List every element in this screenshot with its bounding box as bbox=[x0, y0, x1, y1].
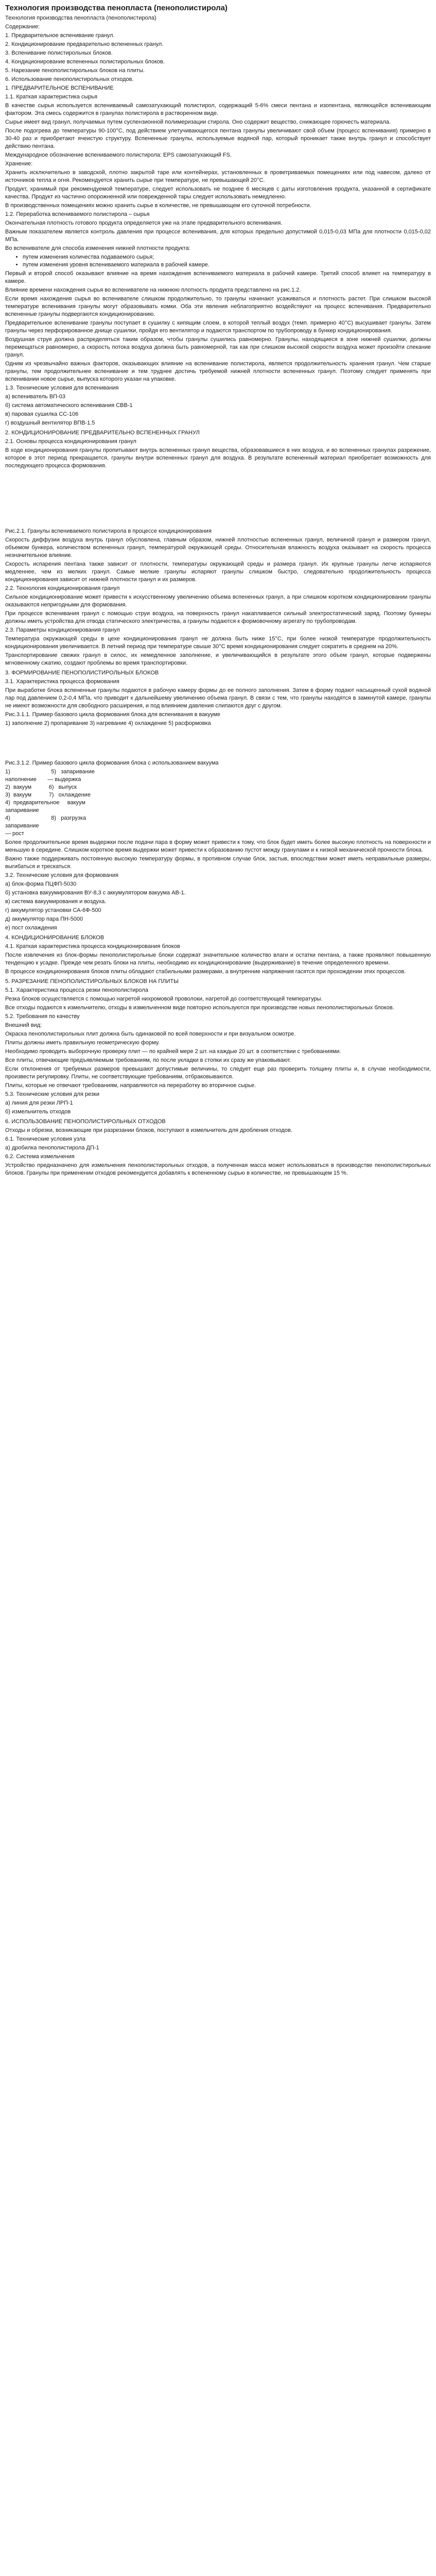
paragraph: г) аккумулятор установки СА-6Ф-500 bbox=[5, 907, 101, 913]
paragraph: Если время нахождения сырья во вспенивателе слишком продолжительно, то гранулы начинают усаживаться и плотность растет. При слишком высокой температуре вспенивания гранулы могут образовывать комки. Оба эти явления неблагоприятно воздействуют на процесс вспенивания. Предварительно вспененные гранулы подвергаются кондиционированию. bbox=[5, 296, 431, 317]
paragraph: Окончательная плотность готового продукта определяется уже на этапе предварительного вспенивания. bbox=[5, 220, 283, 226]
section-heading: 1.2. Переработка вспениваемого полистирола – сырья bbox=[5, 211, 150, 217]
cycle-scheme: 1) 5) запаривание наполнение — выдержка 2) вакуум 6) выпуск 3) вакуум 7) охлаждение 4) предварительное вакуум запаривание 4) 8) разгрузка запаривание — рост bbox=[5, 769, 95, 837]
list-item: • путем изменения количества подаваемого сырья; bbox=[23, 253, 431, 261]
section-heading: 5. РАЗРЕЗАНИЕ ПЕНОПОЛИСТИРОЛЬНЫХ БЛОКОВ НА ПЛИТЫ bbox=[5, 978, 179, 985]
paragraph: Международное обозначение вспениваемого полистирола: EPS самозатухающий FS. bbox=[5, 152, 232, 158]
paragraph: 1) заполнение 2) пропаривание 3) нагревание 4) охлаждение 5) расформовка bbox=[5, 720, 211, 726]
paragraph: а) блок-форма ПЦФП-5030 bbox=[5, 881, 77, 887]
paragraph: 5. Нарезание пенополистирольных блоков на плиты. bbox=[5, 67, 145, 74]
paragraph: Важным показателем является контроль давления при процессе вспенивания, для которых предельно допустимой 0,015-0,03 МПа для плотности 0,015-0,02 МПа. bbox=[5, 229, 431, 243]
paragraph: Скорость диффузии воздуха внутрь гранул обусловлена, главным образом, нижней плотностью вспененных гранул, величиной гранул и размером гранул, объемом бункера, количеством вспененных гранул, температурой окружающей среды. Относительная влажность воздуха оказывает на скорость процесса незначительное влияние. bbox=[5, 537, 431, 558]
section-heading: 3.2. Технические условия для формования bbox=[5, 872, 118, 878]
document-body bbox=[5, 14, 431, 1177]
paragraph: б) установка вакуумирования ВУ-8,3 с аккумулятором вакуума АВ-1. bbox=[5, 890, 186, 896]
paragraph: Отходы и обрезки, возникающие при разрезании блоков, поступают в измельчитель для дробления отходов. bbox=[5, 1127, 292, 1133]
section-heading: 5.1. Характеристика процесса резки пенополистирола bbox=[5, 987, 148, 993]
paragraph: После извлечения из блок-формы пенополистирольные блоки содержат значительное количество влаги и остатки пентана, а также проявляют повышенную тенденцию к усадке. Прежде чем резать блоки на плиты, необходимо их кондиционирование (выдерживание) в течение определенного времени. bbox=[5, 952, 431, 966]
paragraph: д) аккумулятор пара ПН-5000 bbox=[5, 916, 83, 922]
paragraph: Более продолжительное время выдержки после подачи пара в форму может привести к тому, что блок будет иметь более высокую плотность на поверхности и меньшую в середине. Слишком короткое время выдержки может привести к образованию пустот между гранулами и к низкой механической прочности блока. bbox=[5, 839, 431, 853]
paragraph: г) воздушный вентилятор ВПВ-1.5 bbox=[5, 420, 95, 426]
paragraph: При выработке блока вспененные гранулы подаются в рабочую камеру формы до ее полного заполнения. Затем в форму подают насыщенный сухой водяной пар под давлением 0,2-0,4 МПа, что приводит к дальнейшему увеличению объема гранул. В связи с тем, что гранулы находятся в замкнутой камере, гранулы не имеют возможности для свободного расширения, и под влиянием давления слипаются друг с другом. bbox=[5, 687, 431, 709]
section-heading: 4.1. Краткая характеристика процесса кондиционирования блоков bbox=[5, 943, 180, 950]
paragraph: Одним из чрезвычайно важных факторов, оказывающих влияние на вспенивание полистирола, является продолжительность хранения гранул. Чем старше гранулы, тем продолжительнее вспенивание и тем труднее достичь требуемой нижней плотности вспененных гранул. Поэтому следует применять при вспенивании новое сырье, выпуска которого указан на упаковке. bbox=[5, 361, 431, 382]
paragraph: а) вспениватель ВП-03 bbox=[5, 394, 65, 400]
paragraph: Все отходы подаются к измельчителю, отходы в измельченном виде повторно используются при производстве новых пенополистирольных блоков. bbox=[5, 1005, 394, 1011]
paragraph: Рис.2.1. Гранулы вспениваемого полистирола в процессе кондиционирования bbox=[5, 528, 212, 534]
paragraph: Первый и второй способ оказывают влияние на время нахождения вспениваемого материала в рабочей камере. Третий способ влияет на температуру в камере. bbox=[5, 270, 431, 284]
paragraph: Продукт, хранимый при рекомендуемой температуре, следует использовать не позднее 6 месяцев с даты изготовления продукта, указанной в сертификате качества. Продукт из частично опорожненной или поврежденной тары следует использовать немедленно. bbox=[5, 186, 431, 200]
paragraph: Воздушная струя должна распределяться таким образом, чтобы гранулы сушились равномерно. Гранулы, находящиеся в зоне нижней сушилки, должны перемещаться равномерно, а скорость потока воздуха должна быть равномерной, так как при слишком высокой скорости воздуха может произойти спекание гранул. bbox=[5, 336, 431, 358]
paragraph: Устройство предназначено для измельчения пенополистирольных отходов, а полученная масса может использоваться в производстве пенополистирольных блоков. Гранулы при применении отходов рекомендуется добавлять к вспененному сырью в количестве, не превышающем 15 %. bbox=[5, 1162, 431, 1176]
section-heading: 1. ПРЕДВАРИТЕЛЬНОЕ ВСПЕНИВАНИЕ bbox=[5, 85, 114, 91]
paragraph: 6. Использование пенополистирольных отходов. bbox=[5, 76, 134, 82]
list-item: • путем изменения уровня вспениваемого материала в рабочей камере. bbox=[23, 261, 431, 269]
paragraph: При процессе вспенивания гранул с помощью струи воздуха, на поверхность гранул накапливается сильный электростатический заряд. Поэтому бункеры должны иметь устройства для отвода статического электричества, а гранулы подаются к формовочному агрегату по трубопроводам. bbox=[5, 611, 431, 624]
paragraph: Все плиты, отвечающие предъявляемым требованиям, по после укладки в стопки их сразу же упаковывают. bbox=[5, 1057, 291, 1063]
figure-placeholder bbox=[5, 728, 431, 759]
section-heading: 6.2. Система измельчения bbox=[5, 1154, 75, 1160]
paragraph: Влияние времени нахождения сырья во вспенивателе на нижнюю плотность продукта представлено на рис.1.2. bbox=[5, 287, 301, 293]
paragraph: Внешний вид: bbox=[5, 1022, 42, 1028]
bullet-list bbox=[5, 253, 431, 269]
paragraph: Если отклонения от требуемых размеров превышают допустимые величины, то следует еще раз проверить толщину плиты и, в случае необходимости, произвести регулировку. Плиты, не соответствующие требованиям, отбраковываются. bbox=[5, 1066, 431, 1080]
section-heading: 6. ИСПОЛЬЗОВАНИЕ ПЕНОПОЛИСТИРОЛЬНЫХ ОТХОДОВ bbox=[5, 1118, 166, 1125]
section-heading: 3. ФОРМИРОВАНИЕ ПЕНОПОЛИСТИРОЛЬНЫХ БЛОКОВ bbox=[5, 670, 159, 676]
section-heading: 1.1. Краткая характеристика сырья bbox=[5, 94, 98, 100]
paragraph: Транспортирование свежих гранул в силос, их немедленное заполнение, и увеличивающийся в результате этого объем гранул, которые подвержены мгновенному сжатию, создают проблемы во время транспортировки. bbox=[5, 652, 431, 666]
paragraph: Температура окружающей среды в цехе кондиционирования гранул не должна быть ниже 15°С, при более низкой температуре продолжительность кондиционирования увеличивается. В летний период при температуре свыше 30°С время кондиционирования следует сократить в среднем на 20%. bbox=[5, 636, 431, 650]
paragraph: б) система автоматического вспенивания СВВ-1 bbox=[5, 402, 133, 409]
paragraph: Скорость испарения пентана также зависит от плотности, температуры окружающей среды и размера гранул. Их крупные гранулы легче испаряются медленнее, чем из мелких гранул. Самые мелкие гранулы испаряют гранулы слишком быстро, следовательно продолжительность процесса кондиционирования зависит от нижней плотности гранул и их размеров. bbox=[5, 561, 431, 583]
paragraph: Необходимо проводить выборочную проверку плит — по крайней мере 2 шт. на каждые 20 шт. в соответствии с требованиями. bbox=[5, 1048, 341, 1055]
section-heading: 2.3. Параметры кондиционирования гранул bbox=[5, 627, 120, 633]
paragraph: Содержание: bbox=[5, 24, 40, 30]
paragraph: в) система вакуумирования и воздуха. bbox=[5, 899, 107, 905]
figure-placeholder bbox=[5, 471, 431, 528]
paragraph: Плиты должны иметь правильную геометрическую форму. bbox=[5, 1040, 160, 1046]
paragraph: После подогрева до температуры 90-100°С, под действием улетучивающегося пентана гранулы увеличивают свой объем (процесс вспенивания) примерно в 30-40 раз и приобретают ячеистую структуру. Вспененные гранулы, используемые водяной пар, который проникает также внутрь гранул и способствует действию пентана. bbox=[5, 128, 431, 149]
paragraph: а) дробилка пенополистирола ДП-1 bbox=[5, 1145, 99, 1151]
paragraph: 4. Кондиционирование вспененных полистирольных блоков. bbox=[5, 59, 165, 65]
section-heading: 6.1. Технические условия узла bbox=[5, 1136, 86, 1142]
paragraph: в) паровая сушилка СС-106 bbox=[5, 411, 79, 417]
paragraph: В процессе кондиционирования блоков плиты обладают стабильными размерами, а внутренние напряжения гасятся при прохождении этих процессов. bbox=[5, 969, 406, 975]
paragraph: Окраска пенополистирольных плит должна быть одинаковой по всей поверхности и при визуальном осмотре. bbox=[5, 1031, 296, 1037]
paragraph: Резка блоков осуществляется с помощью нагретой нихромовой проволоки, нагретой до соответствующей температуры. bbox=[5, 996, 323, 1002]
paragraph: В качестве сырья используется вспениваемый самозатухающий полистирол, содержащий 5-6% смеси пентана и изопентана, являющейся вспенивающим фактором. Эта смесь содержится в гранулах полистирола в растворенном виде. bbox=[5, 103, 431, 116]
paragraph: Хранение: bbox=[5, 161, 33, 167]
document bbox=[0, 0, 436, 1189]
paragraph: Рис.3.1.2. Пример базового цикла формования блока с использованием вакуума bbox=[5, 760, 219, 766]
section-heading: 5.3. Технические условия для резки bbox=[5, 1091, 99, 1097]
paragraph: Во вспенивателе для способа изменения нижней плотности продукта: bbox=[5, 245, 190, 251]
paragraph: 2. Кондиционирование предварительно вспененных гранул. bbox=[5, 41, 164, 47]
paragraph: а) линия для резки ЛРП-1 bbox=[5, 1100, 73, 1106]
paragraph: е) пост охлаждения bbox=[5, 925, 57, 931]
section-heading: 2. КОНДИЦИОНИРОВАНИЕ ПРЕДВАРИТЕЛЬНО ВСПЕНЕННЫХ ГРАНУЛ bbox=[5, 430, 200, 436]
paragraph: 1. Предварительное вспенивание гранул. bbox=[5, 32, 115, 39]
paragraph: б) измельчитель отходов bbox=[5, 1109, 71, 1115]
paragraph: Сырье имеет вид гранул, получаемых путем суспензионной полимеризации стирола. Оно содержит вещество, снижающее горючесть материала. bbox=[5, 119, 391, 125]
paragraph: Важно также поддерживать постоянную высокую температуру формы, в противном случае блок, застыв, впоследствии может иметь неправильные размеры, выгибаться и трескаться. bbox=[5, 856, 431, 870]
paragraph: В ходе кондиционирования гранулы пропитывают внутрь вспененных гранул вещества, образовавшиеся в них воздуха, и во вспененных гранулах разрежение, которое в этот период прекращается, гранулы внутри вспененных гранул для воздуха. В результате вспененный материал приобретает возможность для последующего процесса формования. bbox=[5, 447, 431, 469]
section-heading: 2.2. Технология кондиционирования гранул bbox=[5, 585, 120, 591]
paragraph: 3. Вспенивание полистирольных блоков. bbox=[5, 50, 113, 56]
section-heading: 4. КОНДИЦИОНИРОВАНИЕ БЛОКОВ bbox=[5, 935, 104, 941]
section-heading: 1.3. Технические условия для вспенивания bbox=[5, 385, 119, 391]
paragraph: Рис.3.1.1. Пример базового цикла формования блока для вспенивания в вакууме bbox=[5, 711, 220, 718]
section-heading: 3.1. Характеристика процесса формования bbox=[5, 679, 119, 685]
paragraph: Плиты, которые не отвечают требованиям, направляются на переработку во вторичное сырье. bbox=[5, 1082, 256, 1089]
page-title: Технология производства пенопласта (пенополистирола) bbox=[5, 4, 228, 12]
section-heading: 2.1. Основы процесса кондиционирования гранул bbox=[5, 438, 136, 445]
paragraph: В производственных помещениях можно хранить сырье в количестве, не превышающем его суточной потребности. bbox=[5, 202, 311, 209]
section-heading: 5.2. Требования по качеству bbox=[5, 1013, 80, 1020]
paragraph: Хранить исключительно в заводской, плотно закрытой таре или контейнерах, установленных в проветриваемых помещениях или под навесом, далеко от источников тепла и огня. Рекомендуется хранить сырье при температуре, не превышающей 20°С. bbox=[5, 170, 431, 183]
paragraph: Предварительное вспенивание гранулы поступает в сушилку с кипящим слоем, в которой теплый воздух (темп. примерно 40°С) высушивает гранулы. Затем гранулы через перфорированное днище сушилки, пройдя его вентилятор и подаются транспортом по трубопроводу в бункер кондиционирования. bbox=[5, 320, 431, 334]
paragraph: Технология производства пенопласта (пенополистирола) bbox=[5, 15, 156, 21]
paragraph: Сильное кондиционирование может привести к искусственному увеличению объема вспененных гранул, а при слишком коротком кондиционировании гранулы оказываются непригодными для формования. bbox=[5, 594, 431, 608]
